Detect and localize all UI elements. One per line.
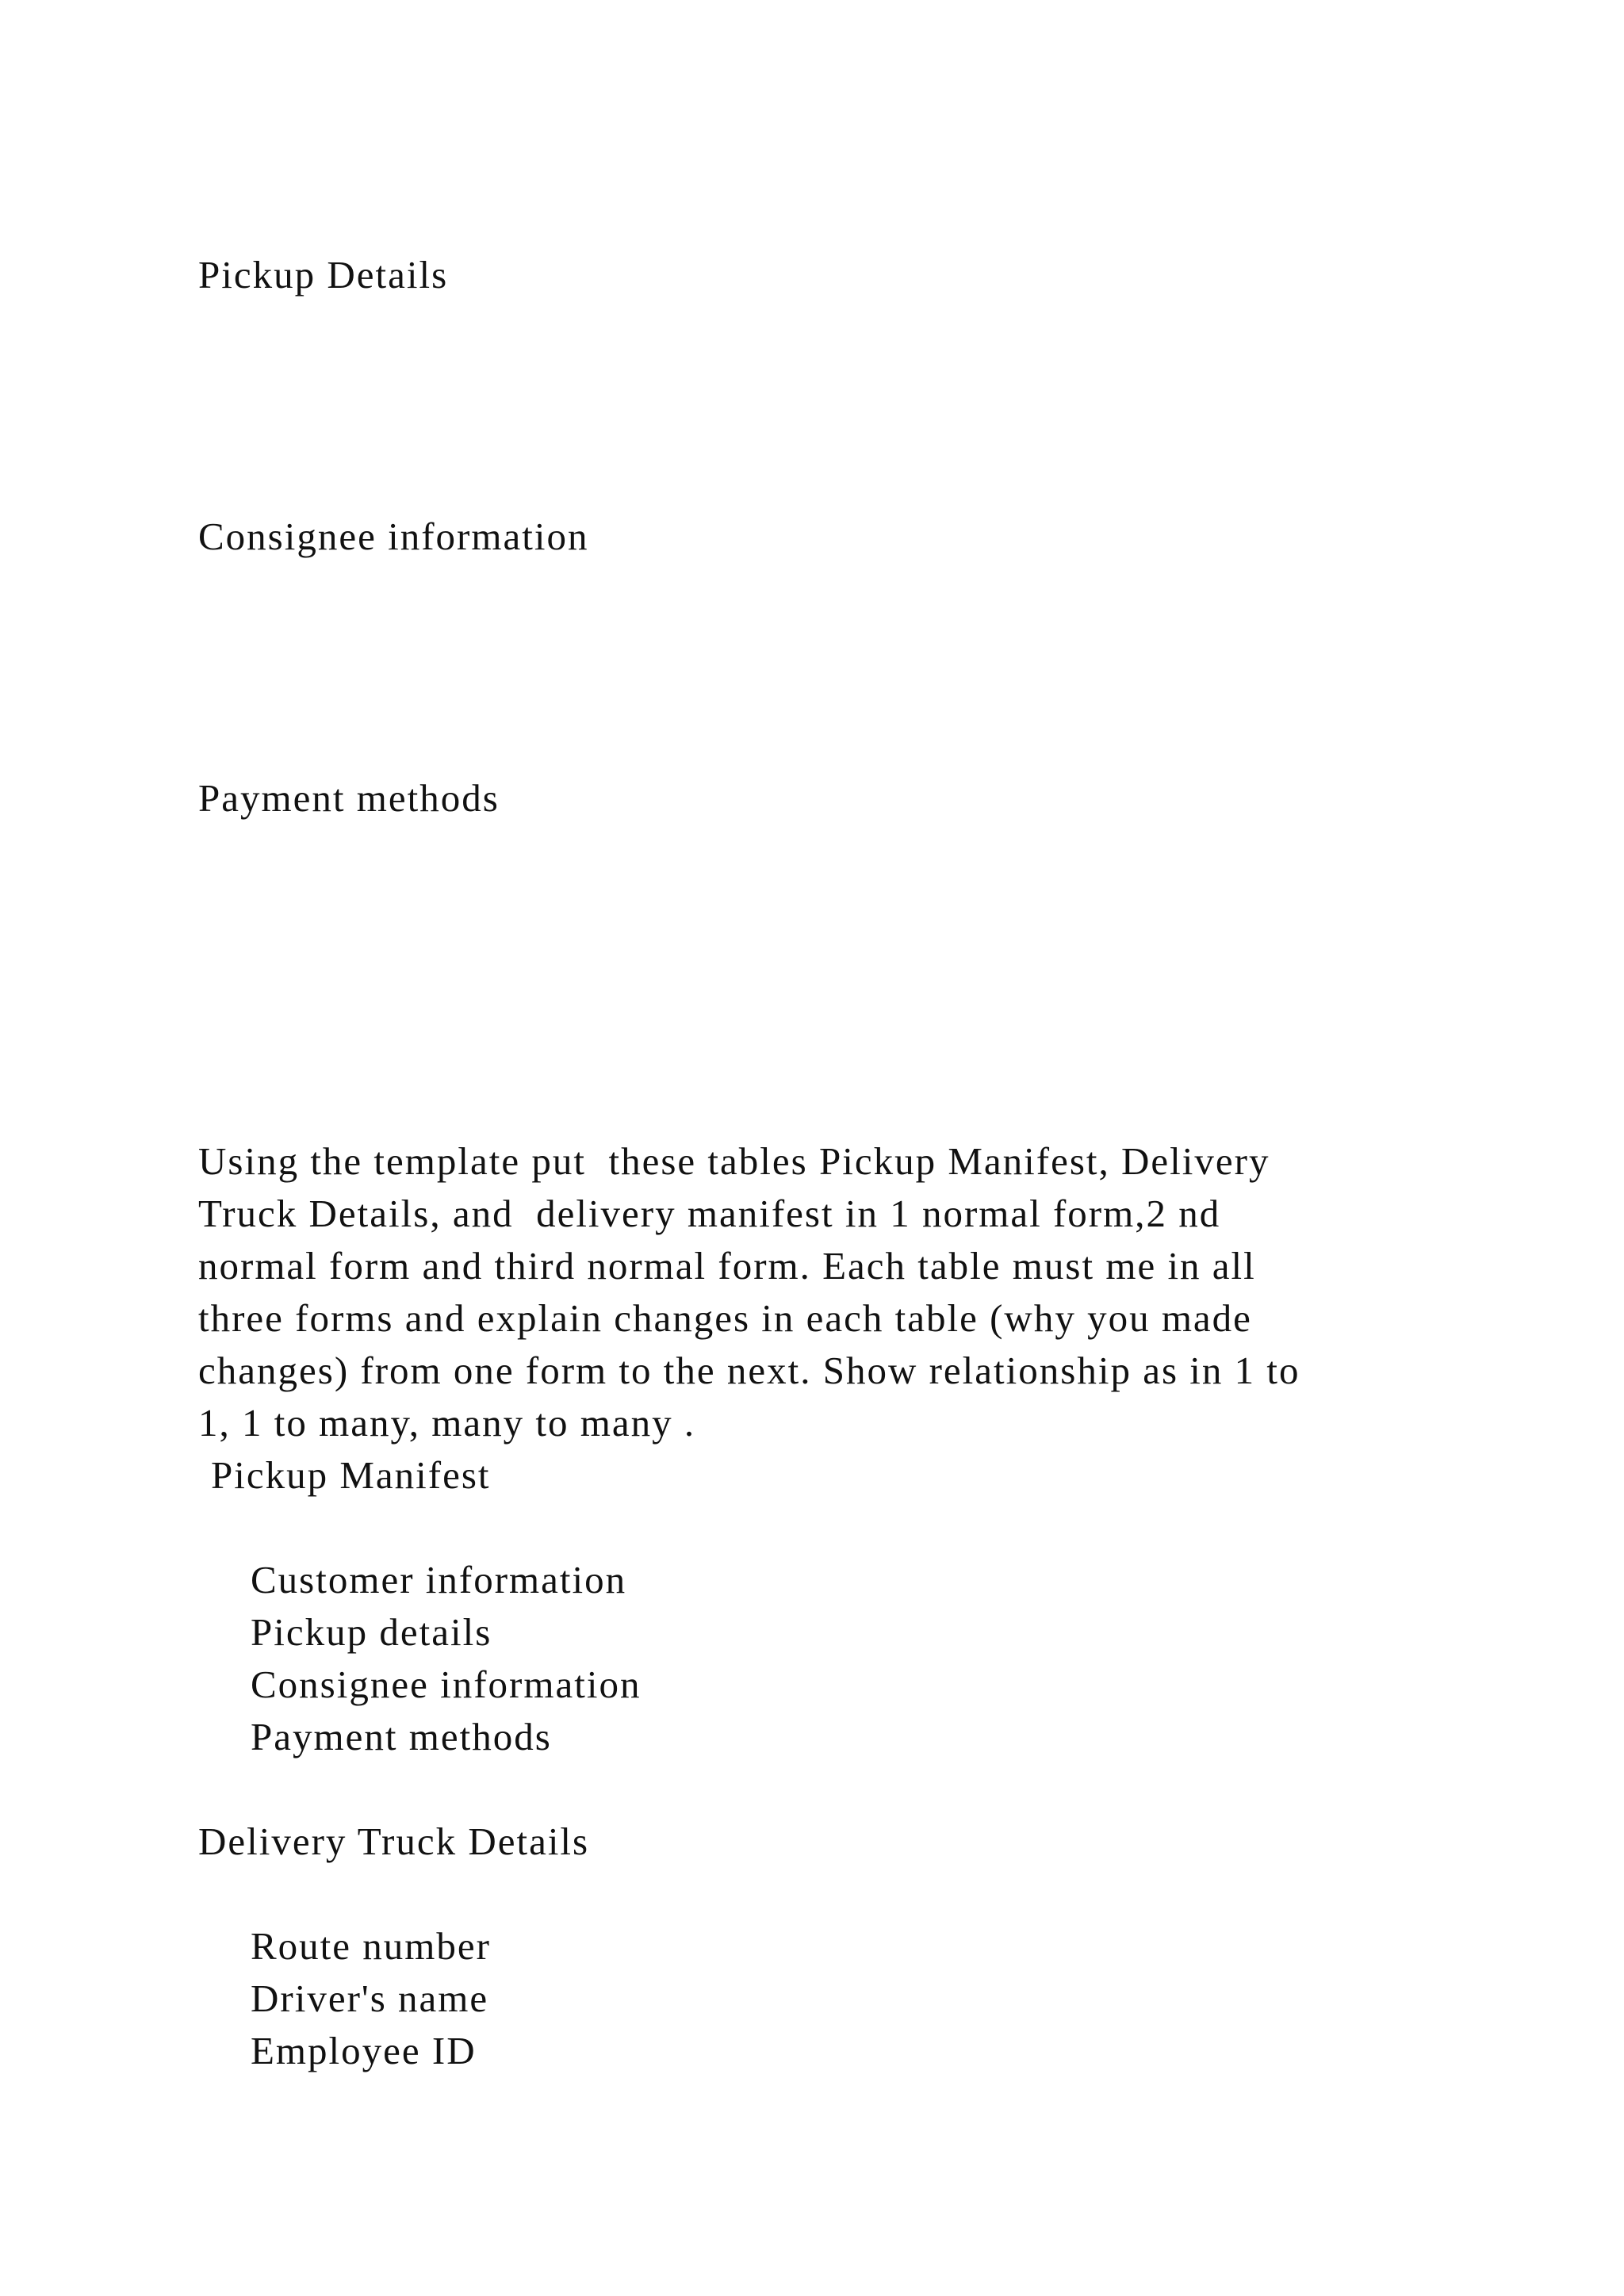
delivery-truck-details-title: Delivery Truck Details (198, 1820, 590, 1863)
instructions-line: three forms and explain changes in each table (why you made (198, 1296, 1252, 1340)
heading-pickup-details: Pickup Details (198, 253, 449, 297)
instructions-line: Using the template put these tables Pickup Manifest, Delivery (198, 1139, 1270, 1183)
pickup-manifest-item: Pickup details (251, 1610, 492, 1654)
instructions-line: Truck Details, and delivery manifest in 1 normal form,2 nd (198, 1192, 1221, 1235)
pickup-manifest-item: Payment methods (251, 1715, 552, 1758)
instructions-line: 1, 1 to many, many to many . (198, 1401, 696, 1445)
delivery-truck-item: Route number (251, 1924, 491, 1968)
pickup-manifest-item: Consignee information (251, 1663, 642, 1706)
heading-payment-methods: Payment methods (198, 776, 500, 820)
delivery-truck-item: Driver's name (251, 1976, 489, 2020)
instructions-line: normal form and third normal form. Each table must me in all (198, 1244, 1256, 1288)
heading-consignee-information: Consignee information (198, 515, 589, 558)
instructions-paragraph (198, 1135, 1300, 1449)
pickup-manifest-title: Pickup Manifest (211, 1453, 491, 1497)
delivery-truck-item: Employee ID (251, 2029, 477, 2072)
pickup-manifest-item: Customer information (251, 1558, 627, 1601)
instructions-line: changes) from one form to the next. Show relationship as in 1 to (198, 1349, 1300, 1392)
